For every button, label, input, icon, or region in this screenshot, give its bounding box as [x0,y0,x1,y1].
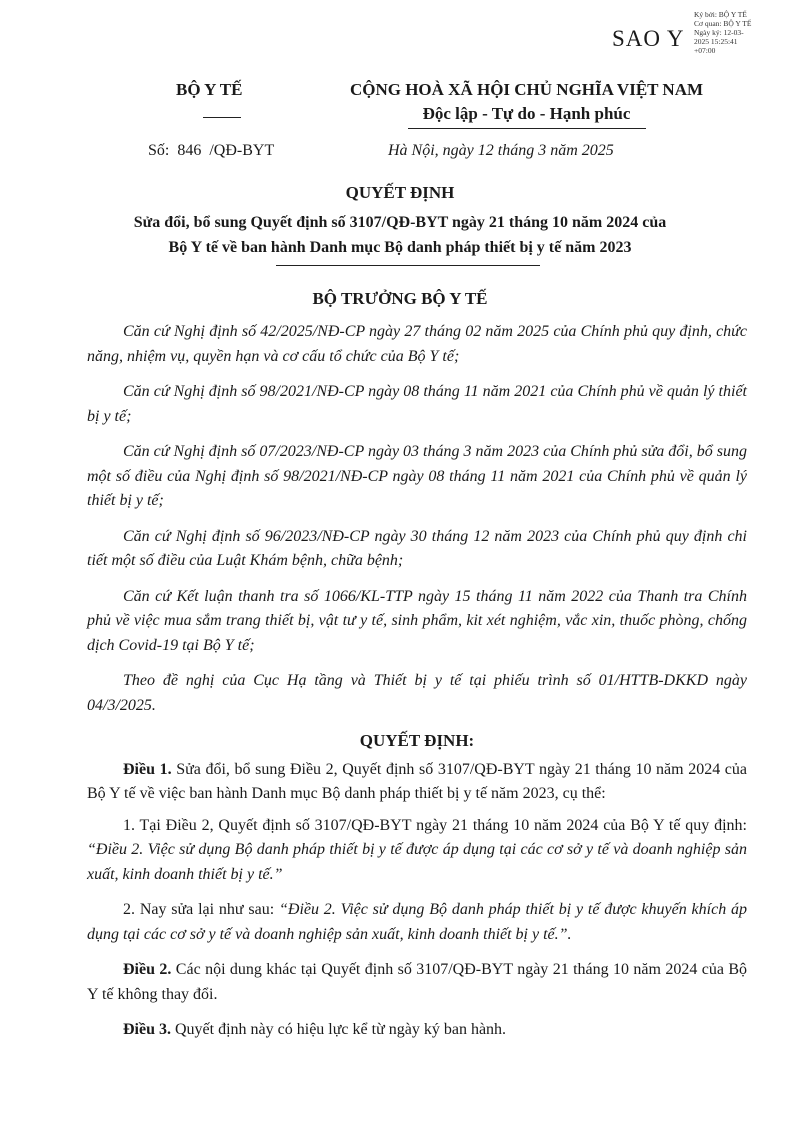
point-quote: “Điều 2. Việc sử dụng Bộ danh pháp thiết bị y tế được áp dụng tại các cơ sở y tế và doanh nghiệp sản xuất, kinh doanh thiết bị y tế.” [87,841,747,883]
article-label: Điều 2. [123,961,172,978]
article-1 [87,758,747,807]
sao-y-stamp: SAO Y [612,26,685,51]
article-3 [87,1018,747,1043]
digital-signature-block [694,10,796,55]
decision-heading: QUYẾT ĐỊNH: [359,731,475,750]
issuing-organization: BỘ Y TẾ [176,80,243,99]
preamble-clause: Theo đề nghị của Cục Hạ tầng và Thiết bị y tế tại phiếu trình số 01/HTTB-DKKD ngày 04/3/2025. [87,672,747,714]
document-number: Số: 846 /QĐ-BYT [148,142,275,159]
national-motto: Độc lập - Tự do - Hạnh phúc [422,104,631,123]
document-subject-line: Sửa đổi, bổ sung Quyết định số 3107/QĐ-BYT ngày 21 tháng 10 năm 2024 của [133,214,667,231]
article-label: Điều 1. [123,760,172,778]
preamble-clause: Căn cứ Kết luận thanh tra số 1066/KL-TTP ngày 15 tháng 11 năm 2022 của Thanh tra Chính phủ về việc mua sắm trang thiết bị, vật tư y tế, sinh phẩm, kit xét nghiệm, vắc xin, thuốc phòng, chống dịch Covid-19 tại Bộ Y tế; [87,587,747,654]
national-title: CỘNG HOÀ XÃ HỘI CHỦ NGHĨA VIỆT NAM [349,80,704,99]
article-2 [87,958,747,1007]
preamble-clause: Căn cứ Nghị định số 42/2025/NĐ-CP ngày 27 tháng 02 năm 2025 của Chính phủ quy định, chức năng, nhiệm vụ, quyền hạn và cơ cấu tổ chức của Bộ Y tế; [87,323,747,365]
divider [408,128,646,129]
article-label: Điều 3. [123,1021,171,1038]
issuing-authority: BỘ TRƯỞNG BỘ Y TẾ [312,289,488,308]
point-text: 1. Tại Điều 2, Quyết định số 3107/QĐ-BYT ngày 21 tháng 10 năm 2024 của Bộ Y tế quy định: [123,816,747,834]
article-text: Sửa đổi, bổ sung Điều 2, Quyết định số 3107/QĐ-BYT ngày 21 tháng 10 năm 2024 của Bộ Y tế về việc ban hành Danh mục Bộ danh pháp thiết bị y tế năm 2023, cụ thể: [87,760,748,802]
document-type: QUYẾT ĐỊNH [345,183,455,202]
preamble-clause: Căn cứ Nghị định số 98/2021/NĐ-CP ngày 08 tháng 11 năm 2021 của Chính phủ về quản lý thiết bị y tế; [87,383,747,425]
point-quote: “Điều 2. Việc sử dụng Bộ danh pháp thiết bị y tế được khuyến khích áp dụng tại các cơ sở y tế và doanh nghiệp sản xuất, kinh doanh thiết bị y tế.”. [87,901,748,943]
signature-line: Ngày ký: 12-03- [694,28,744,37]
place-and-date: Hà Nội, ngày 12 tháng 3 năm 2025 [388,142,614,159]
article-text: Các nội dung khác tại Quyết định số 3107/QĐ-BYT ngày 21 tháng 10 năm 2024 của Bộ Y tế không thay đổi. [87,961,748,1003]
signature-line: Ký bởi: BỘ Y TẾ [694,10,747,19]
point-text: 2. Nay sửa lại như sau: [123,901,279,918]
divider [276,265,540,266]
article-1-point-1 [87,814,747,888]
document-body [87,320,747,1054]
divider [203,117,241,118]
signature-line: 2025 15:25:41 [694,37,738,46]
preamble-clause: Căn cứ Nghị định số 96/2023/NĐ-CP ngày 30 tháng 12 năm 2023 của Chính phủ quy định chi tiết một số điều của Luật Khám bệnh, chữa bệnh; [87,527,747,569]
document-subject-line: Bộ Y tế về ban hành Danh mục Bộ danh pháp thiết bị y tế năm 2023 [168,239,632,256]
signature-line: Cơ quan: BỘ Y TẾ [694,19,752,28]
preamble-clause: Căn cứ Nghị định số 07/2023/NĐ-CP ngày 03 tháng 3 năm 2023 của Chính phủ sửa đổi, bổ sung một số điều của Nghị định số 98/2021/NĐ-CP ngày 08 tháng 11 năm 2021 của Chính phủ về quản lý thiết bị y tế; [87,443,747,509]
article-text: Quyết định này có hiệu lực kể từ ngày ký ban hành. [171,1021,507,1038]
article-1-point-2 [87,898,747,947]
signature-line: +07:00 [694,46,716,55]
